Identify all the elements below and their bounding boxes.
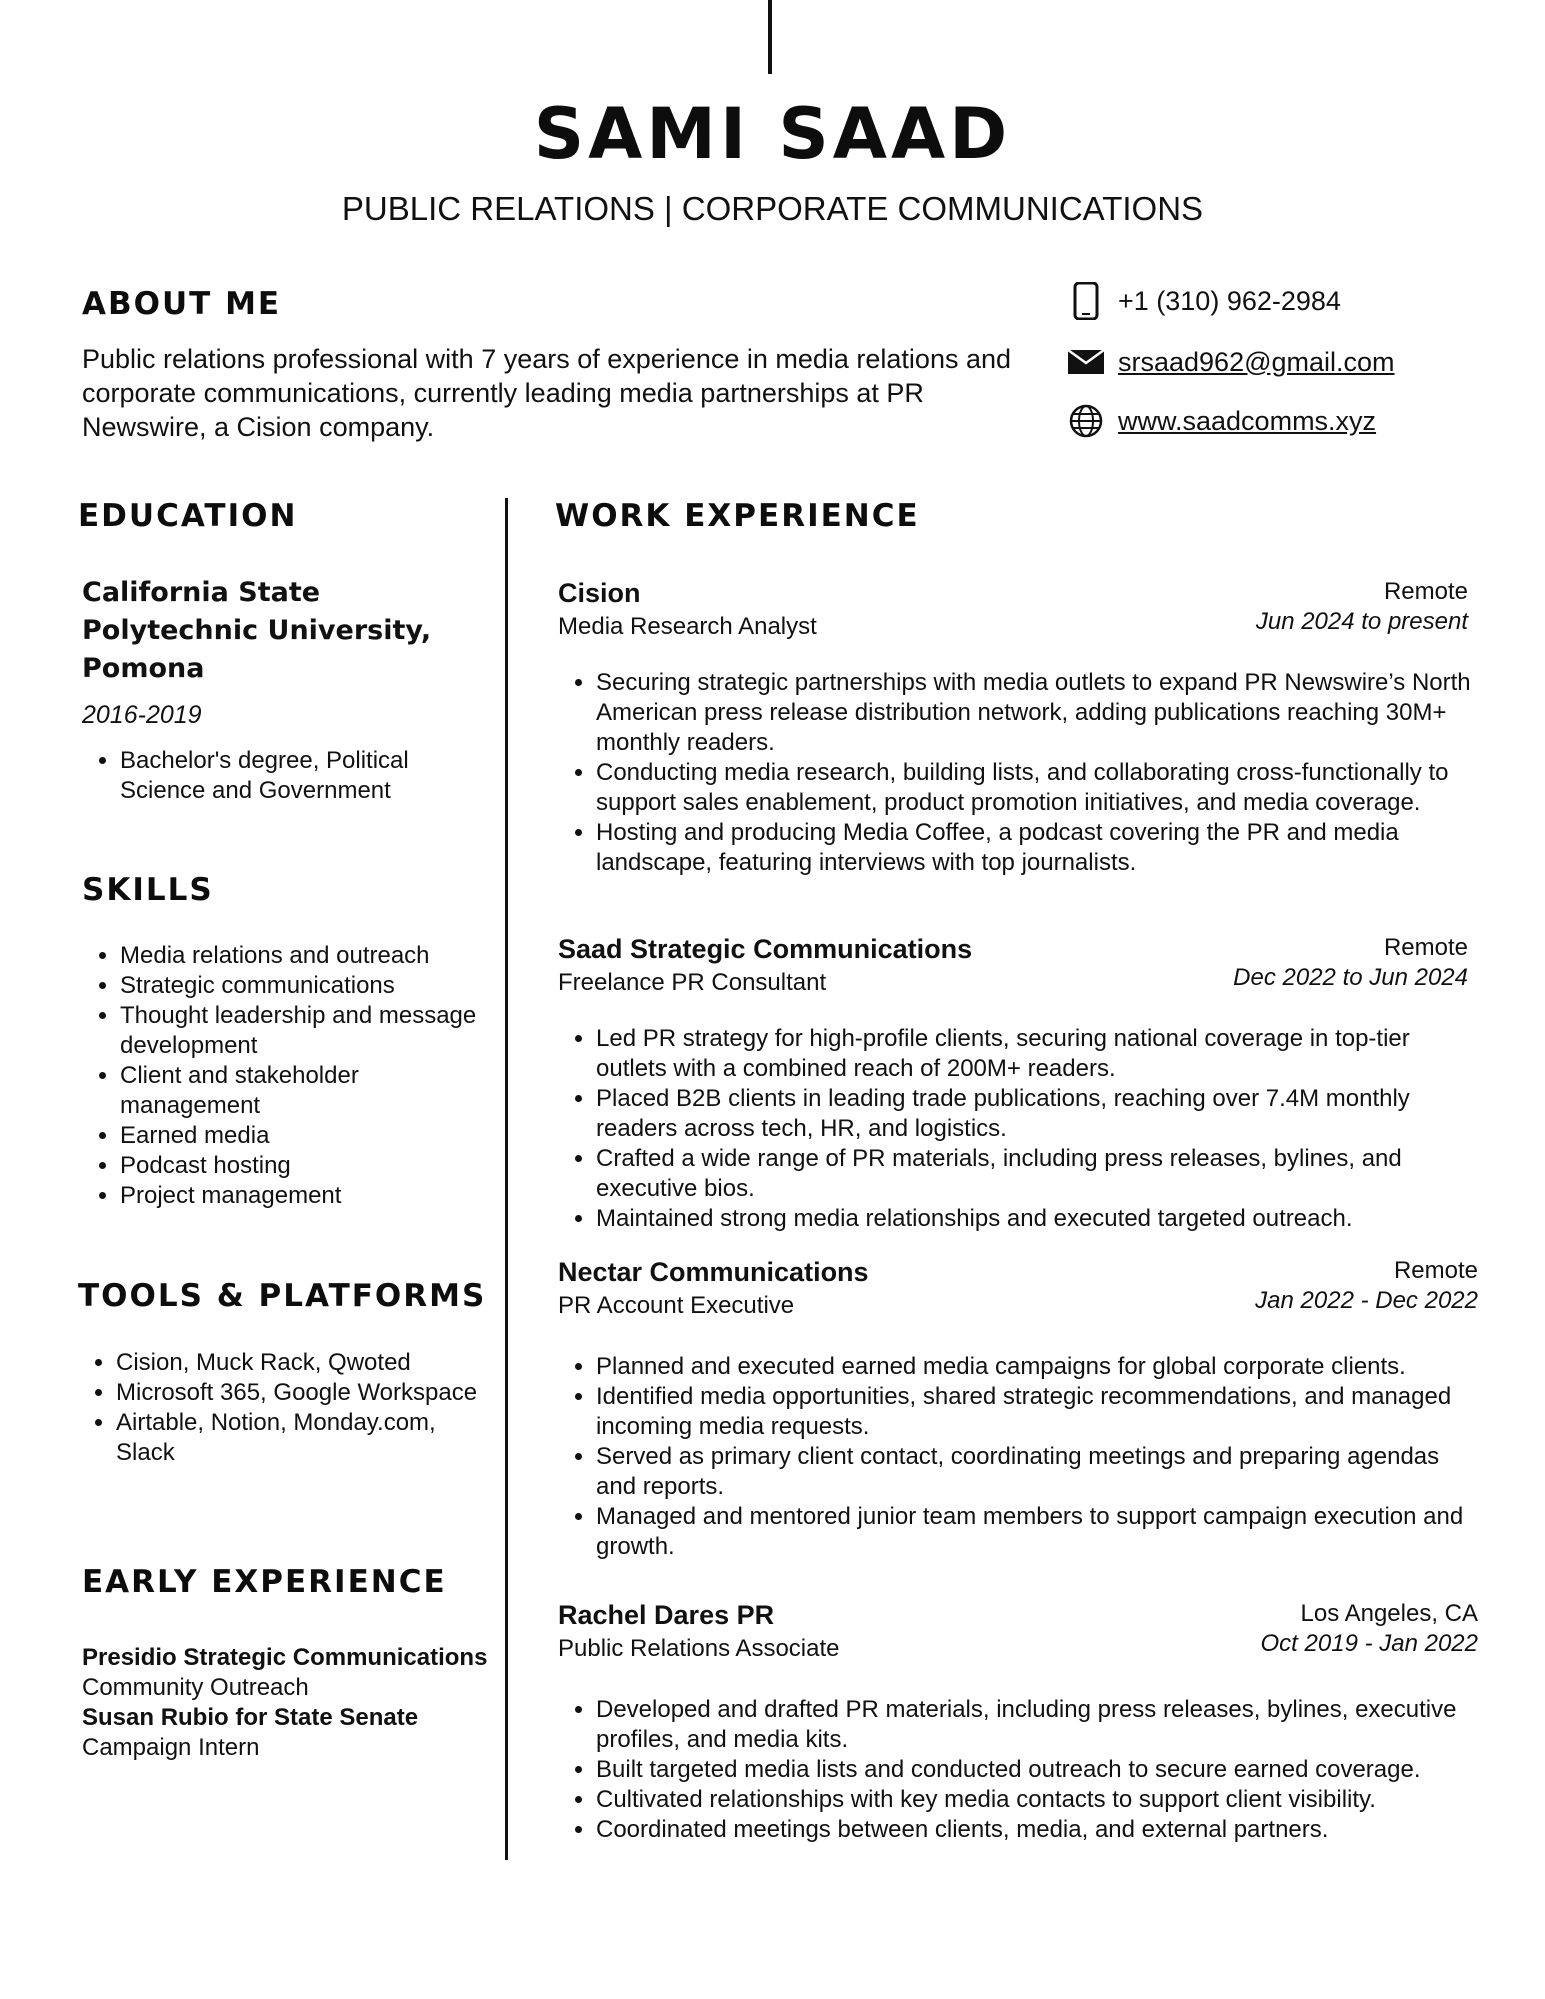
list-item: • Strategic communications [120,971,482,1001]
column-divider [505,498,508,1860]
phone-text: +1 (310) 962-2984 [1118,285,1341,316]
job-header [558,934,1468,997]
job-header [558,1600,1478,1663]
job-role: Media Research Analyst [558,613,817,640]
mail-icon [1068,344,1104,380]
work-heading: WORK EXPERIENCE [555,498,920,534]
top-rule [768,0,772,74]
list-item: • Project management [120,1181,482,1211]
job-company: Rachel Dares PR [558,1600,775,1630]
job-dates: Dec 2022 to Jun 2024 [1233,964,1468,991]
tools-heading: TOOLS & PLATFORMS [78,1278,487,1314]
school-name: California State Polytechnic University, Pomona [82,577,432,684]
job-header [558,578,1468,641]
job-location: Remote [1383,934,1468,961]
contact-website [1068,403,1376,439]
list-item: • Client and stakeholder management [120,1061,482,1121]
job-dates: Oct 2019 - Jan 2022 [1260,1630,1478,1657]
contact-email [1068,344,1395,380]
list-item: • Podcast hosting [120,1151,482,1181]
early-role: Campaign Intern [82,1734,260,1761]
list-item: • Securing strategic partnerships with media outlets to expand PR Newswire’s North American press release distribution network, adding publications reaching 30M+ monthly readers. [596,668,1478,758]
job-bullets [558,1695,1478,1845]
early-org: Presidio Strategic Communications [82,1644,488,1671]
list-item: • Led PR strategy for high-profile clients, securing national coverage in top-tier outlets with a combined reach of 200M+ readers. [596,1024,1478,1084]
list-item: • Crafted a wide range of PR materials, including press releases, bylines, and executive bios. [596,1144,1478,1204]
list-item: • Media relations and outreach [120,941,482,971]
globe-icon [1068,403,1104,439]
list-item: • Airtable, Notion, Monday.com, Slack [116,1408,478,1468]
job-location: Remote [1393,1257,1478,1284]
person-name: SAMI SAAD [533,93,1012,175]
job-bullets [558,1352,1478,1562]
early-heading: EARLY EXPERIENCE [82,1564,447,1600]
education-list [82,746,472,806]
job-location: Remote [1383,578,1468,605]
about-text: Public relations professional with 7 years of experience in media relations and corporate communications, currently leading media partnerships at PR Newswire, a Cision company. [82,344,1012,442]
skills-list [82,941,482,1211]
early-role: Community Outreach [82,1674,309,1701]
list-item: • Managed and mentored junior team members to support campaign execution and growth. [596,1502,1478,1562]
list-item: • Built targeted media lists and conducted outreach to secure earned coverage. [596,1755,1478,1785]
list-item: • Cision, Muck Rack, Qwoted [116,1348,478,1378]
job-location: Los Angeles, CA [1300,1600,1478,1627]
job-header [558,1257,1478,1320]
email-link[interactable]: srsaad962@gmail.com [1118,346,1395,377]
list-item: • Bachelor's degree, Political Science and Government [120,746,472,806]
job-dates: Jun 2024 to present [1255,608,1468,635]
education-heading: EDUCATION [78,498,298,534]
job-company: Saad Strategic Communications [558,934,973,964]
list-item: • Identified media opportunities, shared strategic recommendations, and managed incoming media requests. [596,1382,1478,1442]
tools-list [78,1348,478,1468]
list-item: • Hosting and producing Media Coffee, a podcast covering the PR and media landscape, featuring interviews with top journalists. [596,818,1478,878]
list-item: • Earned media [120,1121,482,1151]
list-item: • Served as primary client contact, coordinating meetings and preparing agendas and reports. [596,1442,1478,1502]
job-company: Nectar Communications [558,1257,869,1287]
job-bullets [558,1024,1478,1234]
about-heading: ABOUT ME [82,286,282,322]
list-item: • Microsoft 365, Google Workspace [116,1378,478,1408]
job-dates: Jan 2022 - Dec 2022 [1255,1287,1478,1314]
early-entries [82,1643,487,1763]
education-years: 2016-2019 [82,701,202,729]
contact-phone [1068,283,1341,319]
list-item: • Cultivated relationships with key media contacts to support client visibility. [596,1785,1478,1815]
job-subtitle: PUBLIC RELATIONS | CORPORATE COMMUNICATIONS [341,190,1204,227]
job-role: Freelance PR Consultant [558,969,827,996]
job-role: PR Account Executive [558,1292,795,1319]
list-item: • Planned and executed earned media campaigns for global corporate clients. [596,1352,1478,1382]
list-item: • Conducting media research, building lists, and collaborating cross-functionally to support sales enablement, product promotion initiatives, and media coverage. [596,758,1478,818]
skills-heading: SKILLS [82,872,214,908]
phone-icon [1068,283,1104,319]
list-item: • Coordinated meetings between clients, media, and external partners. [596,1815,1478,1845]
list-item: • Placed B2B clients in leading trade publications, reaching over 7.4M monthly readers across tech, HR, and logistics. [596,1084,1478,1144]
job-bullets [558,668,1478,878]
list-item: • Developed and drafted PR materials, including press releases, bylines, executive profiles, and media kits. [596,1695,1478,1755]
website-link[interactable]: www.saadcomms.xyz [1118,405,1377,436]
list-item: • Thought leadership and message development [120,1001,482,1061]
early-org: Susan Rubio for State Senate [82,1704,419,1731]
job-company: Cision [558,578,641,608]
list-item: • Maintained strong media relationships and executed targeted outreach. [596,1204,1478,1234]
job-role: Public Relations Associate [558,1635,840,1662]
